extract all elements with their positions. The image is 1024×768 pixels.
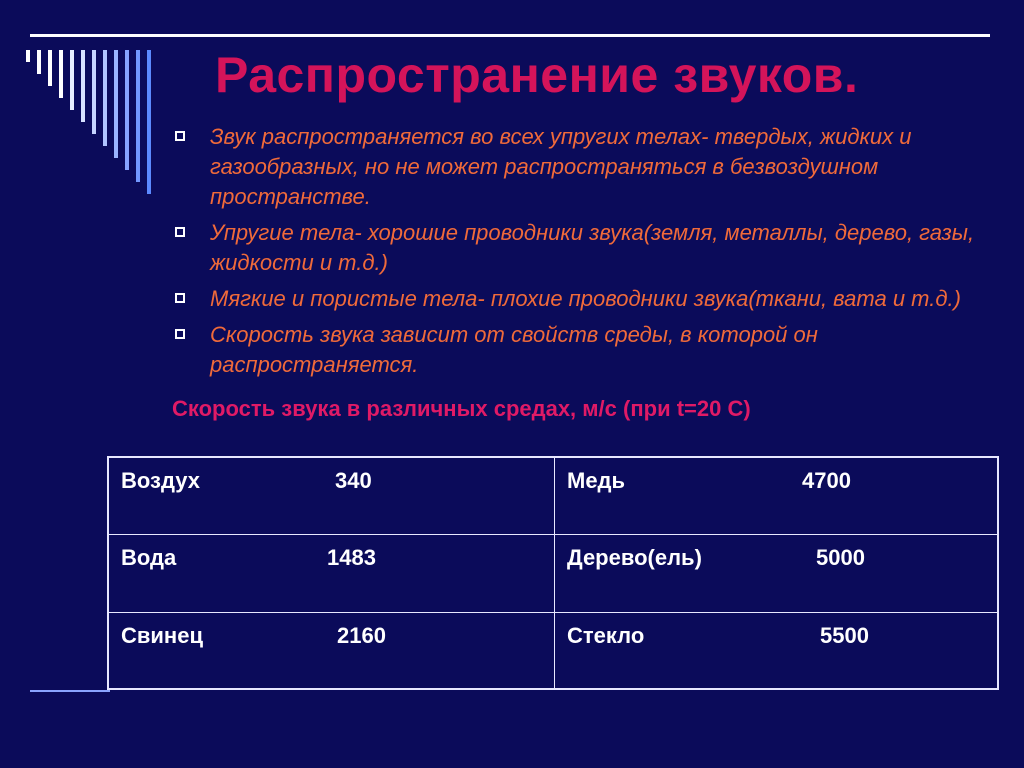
bullet-text: Упругие тела- хорошие проводники звука(земля, металлы, дерево, газы, жидкости и т.д.) <box>210 220 975 275</box>
bullet-item <box>172 284 1012 314</box>
square-bullet-icon <box>175 131 185 141</box>
bullet-item <box>172 320 1012 380</box>
table-cell <box>555 458 999 535</box>
speed-value: 2160 <box>337 623 386 648</box>
slide-title: Распространение звуков. <box>215 47 859 103</box>
table-heading: Скорость звука в различных средах, м/с (при t=20 С) <box>172 396 751 421</box>
medium-name: Воздух <box>121 468 200 493</box>
stripe <box>136 50 140 182</box>
speed-value: 1483 <box>327 545 376 570</box>
table-cell <box>555 535 999 613</box>
stripe <box>59 50 63 98</box>
medium-name: Свинец <box>121 623 203 648</box>
bottom-rule <box>30 690 110 692</box>
speed-value: 340 <box>335 468 372 493</box>
square-bullet-icon <box>175 329 185 339</box>
stripe <box>147 50 151 194</box>
stripe <box>26 50 30 62</box>
speed-value: 4700 <box>802 468 851 493</box>
speed-value: 5000 <box>816 545 865 570</box>
stripe <box>103 50 107 146</box>
medium-name: Медь <box>567 468 626 493</box>
bullet-item <box>172 218 1012 278</box>
speed-table <box>107 456 999 690</box>
stripe <box>92 50 96 134</box>
top-rule <box>30 34 990 37</box>
bullet-item <box>172 122 1012 212</box>
medium-name: Дерево(ель) <box>567 545 702 570</box>
stripe <box>37 50 41 74</box>
stripe <box>114 50 118 158</box>
medium-name: Стекло <box>567 623 645 648</box>
table-cell <box>109 535 555 613</box>
bullet-text: Мягкие и пористые тела- плохие проводники звука(ткани, вата и т.д.) <box>210 286 961 311</box>
table-cell <box>109 613 555 690</box>
medium-name: Вода <box>121 545 177 570</box>
table-cell <box>555 613 999 690</box>
speed-value: 5500 <box>820 623 869 648</box>
stripe <box>81 50 85 122</box>
bullet-list <box>172 122 1012 386</box>
stripe <box>125 50 129 170</box>
bullet-text: Звук распространяется во всех упругих телах- твердых, жидких и газообразных, но не может распространяться в безвоздушном пространстве. <box>210 124 912 209</box>
stripe <box>70 50 74 110</box>
table-cell <box>109 458 555 535</box>
bullet-text: Скорость звука зависит от свойств среды, в которой он распространяется. <box>210 322 818 377</box>
stripe <box>48 50 52 86</box>
square-bullet-icon <box>175 227 185 237</box>
square-bullet-icon <box>175 293 185 303</box>
